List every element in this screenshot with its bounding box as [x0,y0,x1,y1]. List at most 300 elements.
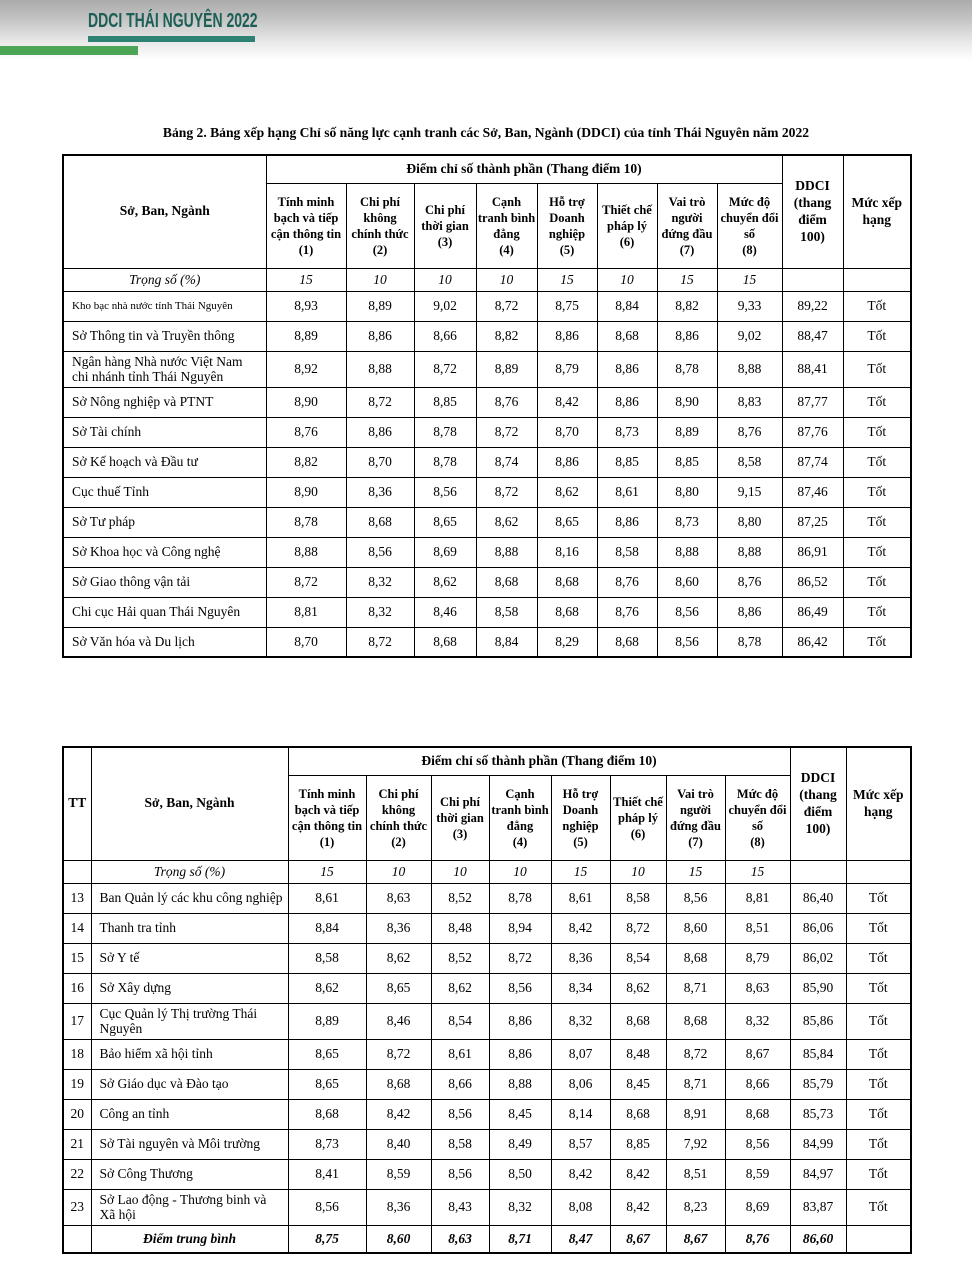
weight-cell: 10 [476,268,537,291]
component-number: (8) [742,242,757,257]
score-cell: 8,61 [597,477,657,507]
ddci-score-cell: 87,77 [782,387,843,417]
score-cell: 8,78 [414,417,476,447]
component-number: (6) [630,826,646,841]
component-label: Mức độ chuyển đổi số [728,786,787,833]
score-cell: 8,78 [717,627,782,657]
average-label: Điểm trung bình [91,1225,288,1253]
agency-name-cell: Ban Quản lý các khu công nghiệp [91,883,288,913]
score-cell: 8,83 [717,387,782,417]
ddci-score-cell: 88,41 [782,351,843,387]
score-cell: 8,70 [537,417,597,447]
score-cell: 8,42 [366,1099,431,1129]
column-header-component-6 [597,183,657,268]
score-cell: 8,76 [597,597,657,627]
component-number: (3) [452,826,468,841]
row-number-cell: 14 [63,913,91,943]
score-cell: 8,61 [551,883,610,913]
score-cell: 8,86 [597,387,657,417]
column-header-ddci: DDCI (thang điểm 100) [790,747,846,860]
weights-row [63,268,911,291]
average-score-cell: 8,75 [288,1225,366,1253]
average-rank-cell [846,1225,911,1253]
score-cell: 8,81 [725,883,790,913]
score-cell: 8,68 [725,1099,790,1129]
score-cell: 8,94 [489,913,551,943]
table-row [63,973,911,1003]
row-number-cell: 22 [63,1159,91,1189]
agency-name-cell: Thanh tra tỉnh [91,913,288,943]
score-cell: 8,85 [597,447,657,477]
average-score-cell: 8,60 [366,1225,431,1253]
score-cell: 8,78 [414,447,476,477]
ddci-score-cell: 84,99 [790,1129,846,1159]
average-score-cell: 8,76 [725,1225,790,1253]
score-cell: 8,86 [657,321,717,351]
table-row [63,883,911,913]
score-cell: 8,65 [414,507,476,537]
score-cell: 8,54 [610,943,666,973]
row-number-cell: 15 [63,943,91,973]
component-number: (1) [319,834,335,849]
column-header-rank: Mức xếp hạng [846,747,911,860]
agency-name-cell: Sở Tài nguyên và Môi trường [91,1129,288,1159]
ddci-score-cell: 83,87 [790,1189,846,1225]
score-cell: 8,88 [489,1069,551,1099]
weights-rank-cell [843,268,911,291]
ranking-table-1-container [62,154,972,658]
column-header-component-2 [346,183,414,268]
weight-cell: 10 [610,860,666,883]
agency-name-cell: Ngân hàng Nhà nước Việt Nam chi nhánh tỉnh Thái Nguyên [63,351,266,387]
agency-name-cell: Sở Văn hóa và Du lịch [63,627,266,657]
score-cell: 8,91 [666,1099,725,1129]
score-cell: 8,58 [288,943,366,973]
score-cell: 8,65 [288,1039,366,1069]
score-cell: 8,86 [537,321,597,351]
score-cell: 8,72 [476,417,537,447]
score-cell: 8,86 [489,1039,551,1069]
score-cell: 8,51 [666,1159,725,1189]
score-cell: 8,92 [266,351,346,387]
score-cell: 8,68 [476,567,537,597]
score-cell: 8,49 [489,1129,551,1159]
score-cell: 8,72 [610,913,666,943]
score-cell: 8,42 [551,1159,610,1189]
score-cell: 8,78 [657,351,717,387]
score-cell: 8,45 [610,1069,666,1099]
score-cell: 8,62 [288,973,366,1003]
row-number-cell: 20 [63,1099,91,1129]
table-row [63,1003,911,1039]
score-cell: 8,68 [666,943,725,973]
agency-name-cell: Công an tỉnh [91,1099,288,1129]
score-cell: 8,56 [666,883,725,913]
score-cell: 8,72 [414,351,476,387]
ddci-score-cell: 86,52 [782,567,843,597]
column-header-component-4 [476,183,537,268]
score-cell: 8,68 [597,627,657,657]
ddci-score-cell: 85,86 [790,1003,846,1039]
score-cell: 8,69 [725,1189,790,1225]
score-cell: 8,32 [489,1189,551,1225]
weight-cell: 15 [657,268,717,291]
column-header-agency: Sở, Ban, Ngành [91,747,288,860]
row-number-cell: 13 [63,883,91,913]
component-number: (3) [437,234,453,249]
ddci-score-cell: 86,91 [782,537,843,567]
weights-ddci-cell [782,268,843,291]
weight-cell: 15 [288,860,366,883]
ddci-score-cell: 85,73 [790,1099,846,1129]
ddci-score-cell: 86,40 [790,883,846,913]
score-cell: 8,72 [489,943,551,973]
column-header-component-1 [288,775,366,860]
component-label: Hỗ trợ Doanh nghiệp [562,786,599,833]
score-cell: 8,58 [717,447,782,477]
component-label: Vai trò người đứng đầu [670,786,721,833]
header-banner [0,0,972,60]
score-cell: 8,86 [597,507,657,537]
agency-name-cell: Sở Nông nghiệp và PTNT [63,387,266,417]
rank-cell: Tốt [843,387,911,417]
score-cell: 8,90 [657,387,717,417]
score-cell: 8,43 [431,1189,489,1225]
score-cell: 8,89 [288,1003,366,1039]
score-cell: 7,92 [666,1129,725,1159]
score-cell: 8,60 [666,913,725,943]
column-header-component-2 [366,775,431,860]
score-cell: 8,85 [610,1129,666,1159]
component-label: Cạnh tranh bình đẳng [477,194,536,241]
score-cell: 8,51 [725,913,790,943]
score-cell: 8,48 [431,913,489,943]
score-cell: 8,88 [346,351,414,387]
score-cell: 8,88 [476,537,537,567]
table-row [63,417,911,447]
score-cell: 8,80 [657,477,717,507]
column-header-component-6 [610,775,666,860]
column-header-ddci: DDCI (thang điểm 100) [782,155,843,268]
component-number: (4) [512,834,528,849]
weights-ddci-cell [790,860,846,883]
component-number: (1) [298,242,314,257]
score-cell: 8,72 [366,1039,431,1069]
ddci-score-cell: 85,79 [790,1069,846,1099]
row-number-cell: 16 [63,973,91,1003]
component-label: Cạnh tranh bình đẳng [491,786,549,833]
rank-cell: Tốt [843,477,911,507]
score-cell: 8,63 [366,883,431,913]
column-group-header-components: Điểm chỉ số thành phần (Thang điểm 10) [288,747,790,775]
score-cell: 8,46 [366,1003,431,1039]
score-cell: 8,32 [551,1003,610,1039]
score-cell: 8,89 [266,321,346,351]
score-cell: 8,78 [266,507,346,537]
weights-tt-cell [63,860,91,883]
column-group-header-components: Điểm chỉ số thành phần (Thang điểm 10) [266,155,782,183]
agency-name-cell: Sở Xây dựng [91,973,288,1003]
score-cell: 8,72 [666,1039,725,1069]
score-cell: 8,45 [489,1099,551,1129]
score-cell: 8,86 [717,597,782,627]
score-cell: 8,67 [725,1039,790,1069]
score-cell: 8,72 [476,477,537,507]
score-cell: 8,74 [476,447,537,477]
score-cell: 8,46 [414,597,476,627]
score-cell: 8,72 [346,627,414,657]
score-cell: 8,70 [266,627,346,657]
score-cell: 8,32 [725,1003,790,1039]
table-row [63,537,911,567]
component-number: (8) [750,834,765,849]
ddci-score-cell: 86,42 [782,627,843,657]
score-cell: 8,36 [366,913,431,943]
score-cell: 8,34 [551,973,610,1003]
score-cell: 8,61 [431,1039,489,1069]
weights-label: Trọng số (%) [63,268,266,291]
score-cell: 8,86 [346,417,414,447]
rank-cell: Tốt [846,1159,911,1189]
score-cell: 8,89 [657,417,717,447]
score-cell: 8,56 [725,1129,790,1159]
component-number: (2) [372,242,388,257]
score-cell: 8,62 [610,973,666,1003]
score-cell: 8,68 [288,1099,366,1129]
rank-cell: Tốt [843,597,911,627]
score-cell: 8,82 [266,447,346,477]
score-cell: 8,06 [551,1069,610,1099]
weight-cell: 10 [366,860,431,883]
rank-cell: Tốt [843,627,911,657]
table-row [63,447,911,477]
score-cell: 8,86 [597,351,657,387]
score-cell: 8,36 [551,943,610,973]
component-label: Thiết chế pháp lý [602,202,652,233]
weight-cell: 10 [414,268,476,291]
table-row [63,351,911,387]
score-cell: 8,62 [431,973,489,1003]
score-cell: 8,93 [266,291,346,321]
score-cell: 8,56 [288,1189,366,1225]
score-cell: 9,02 [414,291,476,321]
column-header-component-5 [537,183,597,268]
score-cell: 8,66 [725,1069,790,1099]
score-cell: 8,42 [551,913,610,943]
score-cell: 8,36 [366,1189,431,1225]
score-cell: 8,56 [657,627,717,657]
score-cell: 8,41 [288,1159,366,1189]
score-cell: 8,88 [266,537,346,567]
score-cell: 8,54 [431,1003,489,1039]
score-cell: 8,80 [717,507,782,537]
score-cell: 8,89 [476,351,537,387]
score-cell: 8,76 [266,417,346,447]
weight-cell: 15 [266,268,346,291]
score-cell: 9,02 [717,321,782,351]
rank-cell: Tốt [843,537,911,567]
average-score-cell: 8,63 [431,1225,489,1253]
score-cell: 8,32 [346,597,414,627]
rank-cell: Tốt [846,1069,911,1099]
score-cell: 8,85 [657,447,717,477]
table-row [63,507,911,537]
score-cell: 8,08 [551,1189,610,1225]
table-row [63,1069,911,1099]
score-cell: 8,07 [551,1039,610,1069]
table-row [63,1099,911,1129]
rank-cell: Tốt [846,883,911,913]
table-row [63,1129,911,1159]
table-row [63,943,911,973]
score-cell: 9,15 [717,477,782,507]
rank-cell: Tốt [846,1129,911,1159]
component-number: (6) [619,234,635,249]
weight-cell: 15 [666,860,725,883]
rank-cell: Tốt [846,1099,911,1129]
score-cell: 8,72 [346,387,414,417]
average-score-cell: 8,47 [551,1225,610,1253]
score-cell: 8,52 [431,943,489,973]
column-header-tt: TT [63,747,91,860]
agency-name-cell: Sở Giao thông vận tải [63,567,266,597]
ddci-score-cell: 85,84 [790,1039,846,1069]
component-label: Thiết chế pháp lý [613,794,663,825]
header-green-bar [0,46,138,55]
score-cell: 8,69 [414,537,476,567]
weights-row [63,860,911,883]
score-cell: 8,42 [610,1189,666,1225]
weight-cell: 15 [717,268,782,291]
weight-cell: 15 [725,860,790,883]
rank-cell: Tốt [843,291,911,321]
weights-label: Trọng số (%) [91,860,288,883]
weight-cell: 10 [597,268,657,291]
table-row [63,387,911,417]
score-cell: 8,82 [657,291,717,321]
component-number: (5) [573,834,588,849]
ddci-score-cell: 87,74 [782,447,843,477]
table-row [63,627,911,657]
score-cell: 8,71 [666,973,725,1003]
score-cell: 8,56 [346,537,414,567]
rank-cell: Tốt [846,943,911,973]
score-cell: 8,32 [346,567,414,597]
agency-name-cell: Kho bạc nhà nước tỉnh Thái Nguyên [63,291,266,321]
component-label: Hỗ trợ Doanh nghiệp [548,194,586,241]
score-cell: 8,48 [610,1039,666,1069]
component-number: (4) [499,242,514,257]
score-cell: 8,68 [537,597,597,627]
component-label: Chi phí thời gian [421,202,469,233]
weight-cell: 10 [431,860,489,883]
agency-name-cell: Sở Tài chính [63,417,266,447]
ddci-score-cell: 88,47 [782,321,843,351]
ranking-table-1 [62,154,912,658]
score-cell: 8,86 [346,321,414,351]
column-header-component-3 [414,183,476,268]
score-cell: 8,58 [597,537,657,567]
score-cell: 8,58 [431,1129,489,1159]
rank-cell: Tốt [846,973,911,1003]
score-cell: 8,68 [610,1003,666,1039]
row-number-cell: 19 [63,1069,91,1099]
score-cell: 9,33 [717,291,782,321]
column-header-component-7 [657,183,717,268]
component-label: Tính minh bạch và tiếp cận thông tin [291,786,363,833]
score-cell: 8,56 [489,973,551,1003]
agency-name-cell: Cục Quản lý Thị trường Thái Nguyên [91,1003,288,1039]
score-cell: 8,88 [717,351,782,387]
component-label: Vai trò người đứng đầu [661,194,713,241]
column-header-agency: Sở, Ban, Ngành [63,155,266,268]
average-row [63,1225,911,1253]
table-row [63,1189,911,1225]
component-number: (7) [679,242,695,257]
ddci-score-cell: 85,90 [790,973,846,1003]
score-cell: 8,86 [489,1003,551,1039]
column-header-component-7 [666,775,725,860]
ddci-score-cell: 86,02 [790,943,846,973]
weight-cell: 15 [551,860,610,883]
score-cell: 8,68 [414,627,476,657]
score-cell: 8,68 [666,1003,725,1039]
score-cell: 8,76 [476,387,537,417]
score-cell: 8,62 [366,943,431,973]
column-header-component-3 [431,775,489,860]
score-cell: 8,56 [414,477,476,507]
score-cell: 8,61 [288,883,366,913]
rank-cell: Tốt [843,507,911,537]
score-cell: 8,76 [597,567,657,597]
table-row [63,1039,911,1069]
score-cell: 8,59 [366,1159,431,1189]
weight-cell: 10 [346,268,414,291]
component-label: Tính minh bạch và tiếp cận thông tin [270,194,342,241]
score-cell: 8,90 [266,387,346,417]
score-cell: 8,36 [346,477,414,507]
ddci-score-cell: 86,49 [782,597,843,627]
component-number: (5) [559,242,575,257]
agency-name-cell: Sở Giáo dục và Đào tạo [91,1069,288,1099]
score-cell: 8,68 [346,507,414,537]
ddci-score-cell: 87,46 [782,477,843,507]
agency-name-cell: Sở Khoa học và Công nghệ [63,537,266,567]
component-label: Chi phí không chính thức [351,194,409,241]
agency-name-cell: Cục thuế Tỉnh [63,477,266,507]
weight-cell: 15 [537,268,597,291]
rank-cell: Tốt [846,1039,911,1069]
score-cell: 8,71 [666,1069,725,1099]
score-cell: 8,56 [431,1099,489,1129]
score-cell: 8,50 [489,1159,551,1189]
component-number: (7) [688,834,703,849]
score-cell: 8,79 [537,351,597,387]
component-label: Chi phí thời gian [436,794,484,825]
table-row [63,567,911,597]
ranking-table-2-container [62,746,972,1254]
score-cell: 8,73 [657,507,717,537]
score-cell: 8,42 [537,387,597,417]
rank-cell: Tốt [843,351,911,387]
score-cell: 8,60 [657,567,717,597]
rank-cell: Tốt [843,417,911,447]
ranking-table-2 [62,746,912,1254]
score-cell: 8,62 [476,507,537,537]
column-header-component-8 [725,775,790,860]
table-caption: Bảng 2. Bảng xếp hạng Chỉ số năng lực cạnh tranh các Sở, Ban, Ngành (DDCI) của tỉnh Thái Nguyên năm 2022 [162,125,810,140]
rank-cell: Tốt [843,321,911,351]
